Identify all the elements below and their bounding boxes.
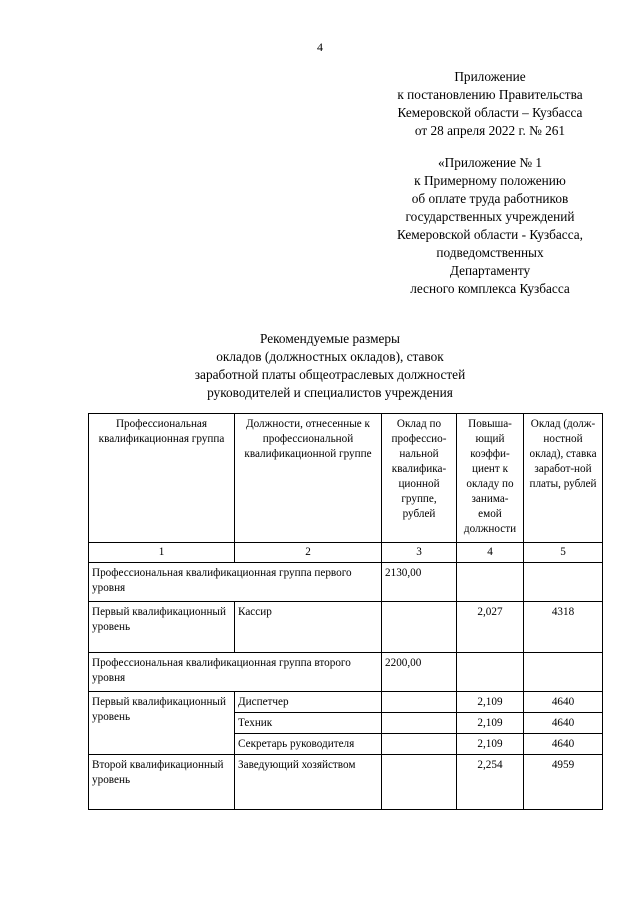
group-name: Профессиональная квалификационная группа первого уровня xyxy=(89,563,382,602)
header-base-salary: Оклад по профессио-нальной квалифика-ционной группе, рублей xyxy=(382,414,457,543)
appendix-sub-line: «Приложение № 1 xyxy=(438,155,542,170)
position-coefficient: 2,027 xyxy=(457,602,524,653)
appendix-sub-line: государственных учреждений xyxy=(405,209,575,224)
position-total: 4318 xyxy=(524,602,603,653)
appendix-line: Приложение xyxy=(454,69,526,84)
column-number: 3 xyxy=(382,543,457,563)
position-total: 4640 xyxy=(524,734,603,755)
position-coefficient: 2,109 xyxy=(457,692,524,713)
position-coefficient: 2,254 xyxy=(457,755,524,810)
position-title: Заведующий хозяйством xyxy=(235,755,382,810)
position-total: 4640 xyxy=(524,692,603,713)
appendix-sub-line: лесного комплекса Кузбасса xyxy=(410,281,570,296)
position-title: Диспетчер xyxy=(235,692,382,713)
column-number: 4 xyxy=(457,543,524,563)
group-salary: 2130,00 xyxy=(382,563,457,602)
title-line: заработной платы общеотраслевых должностей xyxy=(194,367,466,382)
salary-table xyxy=(88,413,603,810)
position-total: 4959 xyxy=(524,755,603,810)
header-coefficient: Повыша-ющий коэффи-циент к окладу по занима-емой должности xyxy=(457,414,524,543)
column-number: 5 xyxy=(524,543,603,563)
position-title: Секретарь руководителя xyxy=(235,734,382,755)
title-line: руководителей и специалистов учреждения xyxy=(207,385,453,400)
appendix-sub-line: к Примерному положению xyxy=(414,173,566,188)
table-row xyxy=(89,692,603,713)
header-total-salary: Оклад (долж-ностной оклад), ставка заработ-ной платы, рублей xyxy=(524,414,603,543)
appendix-sub-line: Кемеровской области - Кузбасса, xyxy=(396,227,583,242)
table-title xyxy=(120,330,540,402)
column-number: 2 xyxy=(235,543,382,563)
page-number: 4 xyxy=(317,40,323,54)
appendix-header xyxy=(360,68,620,298)
column-number: 1 xyxy=(89,543,235,563)
position-total: 4640 xyxy=(524,713,603,734)
position-coefficient: 2,109 xyxy=(457,713,524,734)
header-group: Профессиональная квалификационная группа xyxy=(89,414,235,543)
appendix-line: к постановлению Правительства xyxy=(397,87,583,102)
title-line: Рекомендуемые размеры xyxy=(260,331,400,346)
position-coefficient: 2,109 xyxy=(457,734,524,755)
group-name: Профессиональная квалификационная группа второго уровня xyxy=(89,653,382,692)
position-title: Кассир xyxy=(235,602,382,653)
appendix-sub-line: подведомственных xyxy=(436,245,544,260)
column-number-row xyxy=(89,543,603,563)
table-header-row xyxy=(89,414,603,543)
table-row xyxy=(89,602,603,653)
qualification-level: Второй квалификационный уровень xyxy=(89,755,235,810)
qualification-level: Первый квалификационный уровень xyxy=(89,602,235,653)
table-row xyxy=(89,755,603,810)
table-row xyxy=(89,563,603,602)
header-positions: Должности, отнесенные к профессиональной квалификационной группе xyxy=(235,414,382,543)
appendix-sub-line: об оплате труда работников xyxy=(411,191,569,206)
group-salary: 2200,00 xyxy=(382,653,457,692)
appendix-line: от 28 апреля 2022 г. № 261 xyxy=(414,123,566,138)
table-row xyxy=(89,653,603,692)
position-title: Техник xyxy=(235,713,382,734)
appendix-sub-line: Департаменту xyxy=(449,263,531,278)
title-line: окладов (должностных окладов), ставок xyxy=(216,349,444,364)
appendix-line: Кемеровской области – Кузбасса xyxy=(397,105,583,120)
qualification-level: Первый квалификационный уровень xyxy=(89,692,235,755)
